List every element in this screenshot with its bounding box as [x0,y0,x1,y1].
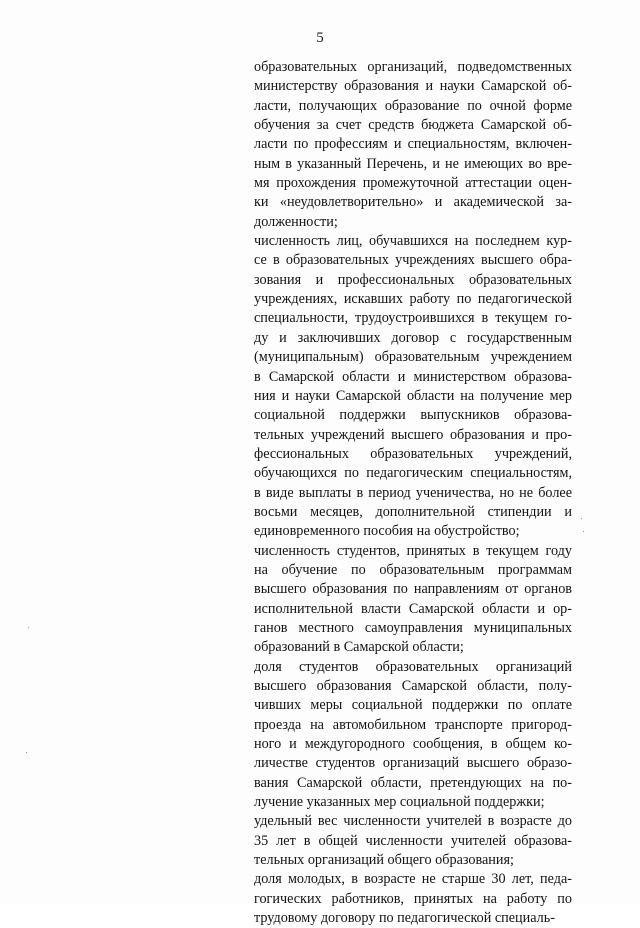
text-line: в виде выплаты в период ученичества, но не более [254,484,572,501]
text-line: учреждениях, искавших работу по педагогической [254,291,572,308]
text-line: чивших меры социальной поддержки по оплате [254,697,572,714]
paragraph [254,542,572,658]
text-line: исполнительной власти Самарской области и ор- [254,600,572,617]
text-line: социальной поддержки выпускников образова- [254,407,572,424]
paragraph [254,232,572,542]
text-line: численность лиц, обучавшихся на последнем кур- [254,233,572,250]
text-line: проезда на автомобильном транспорте пригород- [254,716,572,733]
text-line: долженности; [254,213,338,230]
text-line: на обучение по образовательным программам [254,561,572,578]
text-line: восьми месяцев, дополнительной стипендии и [254,503,572,520]
text-line: вания Самарской области, претендующих на по- [254,774,572,791]
text-line: (муниципальным) образовательным учреждением [254,349,572,366]
text-line: высшего образования Самарской области, полу- [254,678,572,694]
text-line: единовременного пособия на обустройство; [254,523,520,540]
text-line: ки «неудовлетворительно» и академической за- [254,194,572,211]
text-line: лучение указанных мер социальной поддержки; [254,794,545,811]
text-line: образовательных организаций, подведомственных [254,59,572,75]
text-line: ным в указанный Перечень, и не имеющих во вре- [254,155,572,172]
text-line: специальности, трудоустроившихся в текущем го- [254,310,572,327]
text-line: трудовому договору по педагогической специаль- [254,910,555,927]
text-column [254,58,572,928]
paragraph [254,812,572,870]
text-line: ного и междугородного сообщения, в общем ко- [254,736,572,753]
text-line: зования и профессиональных образовательных [254,271,572,288]
text-line: ганов местного самоуправления муниципальных [254,619,572,636]
text-line: образований в Самарской области; [254,639,464,656]
text-line: доля студентов образовательных организаций [254,658,572,675]
text-line: тельных организаций общего образования; [254,852,514,869]
page-number: 5 [316,30,324,46]
text-line: 35 лет в общей численности учителей образова- [254,832,572,849]
text-line: удельный вес численности учителей в возрасте до [254,813,572,830]
text-line: фессиональных образовательных учреждений, [254,445,572,462]
text-line: мя прохождения промежуточной аттестации оцен- [254,175,572,192]
text-line: министерству образования и науки Самарской об- [254,78,572,95]
scan-speck [26,752,27,753]
text-line: обучающихся по педагогическим специальностям, [254,465,572,482]
text-line: обучения за счет средств бюджета Самарской об- [254,117,572,134]
text-line: личестве студентов организаций высшего образо- [254,755,572,772]
text-line: ния и науки Самарской области на получение мер [254,387,572,404]
scan-speck [581,518,582,519]
text-line: ду и заключивших договор с государственным [254,329,572,346]
text-line: высшего образования по направлениям от органов [254,581,572,598]
text-line: гогических работников, принятых на работу по [254,890,572,907]
text-line: тельных учреждений высшего образования и про- [254,426,572,443]
text-line: в Самарской области и министерством образова- [254,368,572,385]
text-line: се в образовательных учреждениях высшего обра- [254,252,572,269]
paragraph [254,58,572,232]
scan-speck [583,531,584,532]
paragraph [254,870,572,928]
text-line: численность студентов, принятых в текущем году [254,542,572,559]
text-line: ласти по профессиям и специальностям, включен- [254,136,572,153]
text-line: ласти, получающих образование по очной форме [254,97,572,114]
text-line: доля молодых, в возрасте не старше 30 лет, педа- [254,871,572,888]
paragraph [254,658,572,813]
scan-speck [28,627,29,628]
